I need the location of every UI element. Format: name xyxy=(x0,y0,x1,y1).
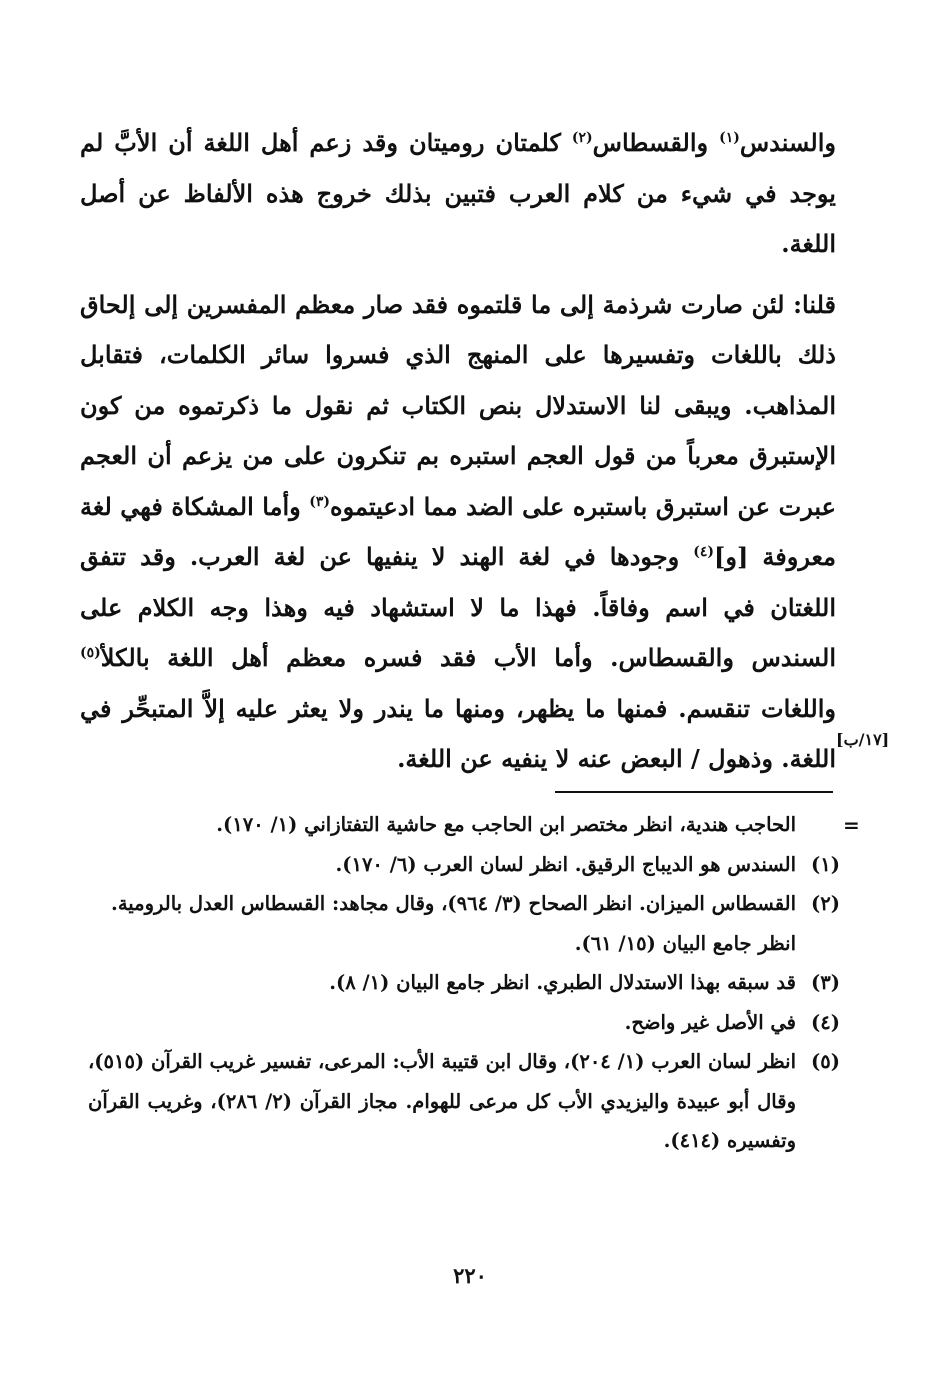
footnote-ref-1: (١) xyxy=(719,130,740,146)
footnote-continuation-marker: = xyxy=(843,813,860,837)
footnote-4 xyxy=(88,1003,840,1043)
footnote-ref-5: (٥) xyxy=(80,645,101,661)
text-run: واللغات تنقسم. فمنها ما يظهر، ومنها ما يندر ولا يعثر عليه إلاَّ المتبحِّر في اللغة. وذهول / البعض عنه لا ينفيه عن اللغة. xyxy=(80,693,836,773)
footnote-number-blank xyxy=(796,924,840,964)
footnote-5 xyxy=(88,1042,840,1161)
text-run: والقسطاس xyxy=(592,128,720,157)
footnote-number: (٣) xyxy=(811,971,840,994)
footnote-number-blank xyxy=(796,805,840,845)
text-run: قلنا: لئن صارت شرذمة إلى ما قلتموه فقد صار معظم المفسرين إلى إلحاق ذلك باللغات وتفسيرها على المنهج الذي فسروا سائر الكلمات، فتقابل المذاهب. ويبقى لنا الاستدلال بنص الكتاب ثم نقول ما ذكرتموه من كون الإستبرق معرباً من قول العجم استبره بم تنكرون على من يزعم أن العجم عبرت عن استبرق باستبره على الضد مما ادعيتموه xyxy=(80,289,836,521)
text-run: كلمتان روميتان وقد زعم أهل اللغة أن الأبَّ لم يوجد في شيء من كلام العرب فتبين بذلك خروج هذه الألفاظ عن أصل اللغة. xyxy=(80,128,836,258)
text-run: وأما المشكاة فهي لغة معروفة [و] xyxy=(80,491,836,571)
footnotes xyxy=(88,805,840,1161)
footnote-text: قد سبقه بهذا الاستدلال الطبري. انظر جامع البيان (١/ ٨). xyxy=(329,971,796,994)
footnote-ref-3: (٣) xyxy=(309,493,331,510)
footnote-text: انظر جامع البيان (١٥/ ٦١). xyxy=(574,931,796,955)
footnote-text: في الأصل غير واضح. xyxy=(624,1010,796,1034)
footnote-text: الحاجب هندية، انظر مختصر ابن الحاجب مع حاشية التفتازاني (١/ ١٧٠). xyxy=(216,813,796,836)
footnote-number: (٥) xyxy=(811,1050,840,1073)
footnote-number: (٢) xyxy=(811,892,840,915)
footnote-ref-2: (٢) xyxy=(571,130,593,146)
footnote-1 xyxy=(88,845,840,885)
manuscript-folio-marker: [١٧/ب] xyxy=(836,730,890,749)
footnote-number: (١) xyxy=(811,852,840,876)
footnote-number: (٤) xyxy=(811,1010,840,1034)
footnote-continuation xyxy=(88,805,840,845)
footnote-2-continued xyxy=(88,924,840,964)
page-number: ٢٢٠ xyxy=(453,1263,487,1288)
footnote-text: انظر لسان العرب (١/ ٢٠٤)، وقال ابن قتيبة الأب: المرعى، تفسير غريب القرآن (٥١٥)، وقال أبو عبيدة واليزيدي الأب كل مرعى للهوام. مجاز القرآن (٢/ ٢٨٦)، وغريب القرآن وتفسيره (٤١٤). xyxy=(88,1050,796,1152)
text-run: وجودها في لغة الهند لا ينفيها عن لغة العرب. وقد تتفق اللغتان في اسم وفاقاً. فهذا ما لا استشهاد فيه وهذا وجه الكلام على السندس والقسطاس. وأما الأب فقد فسره معظم أهل اللغة بالكلأ xyxy=(80,542,836,672)
footnote-2 xyxy=(88,884,840,924)
text-run: والسندس xyxy=(739,128,836,157)
footnote-3 xyxy=(88,963,840,1003)
main-text xyxy=(80,118,836,785)
paragraph-1 xyxy=(80,118,836,270)
footnote-separator xyxy=(555,791,833,793)
footnote-text: السندس هو الديباج الرقيق. انظر لسان العرب (٦/ ١٧٠). xyxy=(335,852,796,876)
footnote-text: القسطاس الميزان. انظر الصحاح (٣/ ٩٦٤)، وقال مجاهد: القسطاس العدل بالرومية. xyxy=(111,892,796,915)
paragraph-2 xyxy=(80,280,836,785)
footnote-ref-4: (٤) xyxy=(693,544,715,560)
